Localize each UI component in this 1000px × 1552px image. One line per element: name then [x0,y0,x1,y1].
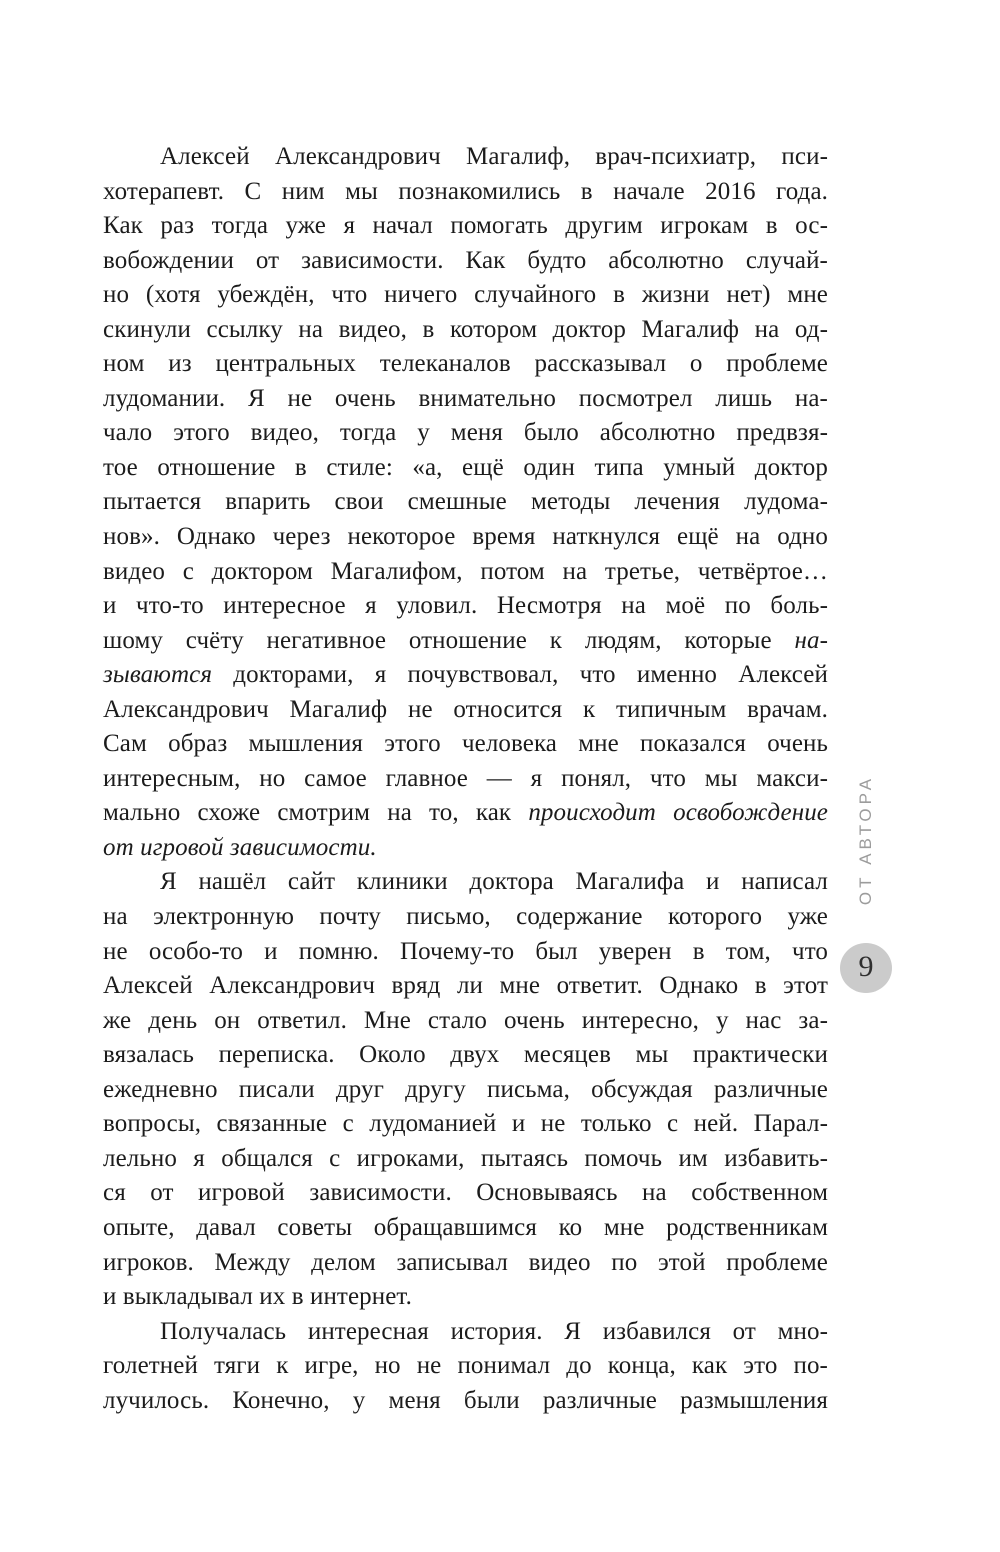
text-line: от игровой зависимости. [103,833,377,861]
text-line: голетней тяги к игре, но не понимал до конца, как это по- [103,1352,828,1380]
text-line: нов». Однако через некоторое время наткнулся ещё на одно [103,523,828,551]
text-line: и выкладывал их в интернет. [103,1283,412,1311]
text-line: Александрович Магалиф не относится к типичным врачам. [103,695,828,723]
text-line: тое отношение в стиле: «а, ещё один типа умный доктор [103,453,828,481]
text-line: Алексей Александрович Магалиф, врач-психиатр, пси- [160,143,828,170]
chapter-label: ОТ АВТОРА [856,774,875,906]
text-line: ном из центральных телеканалов рассказывал о проблеме [103,350,828,378]
text-line: чало этого видео, тогда у меня было абсолютно предвзя- [103,419,828,447]
page-number: 9 [858,950,874,983]
text-line: же день он ответил. Мне стало очень интересно, у нас за- [103,1006,828,1034]
text-line: зываются докторами, я почувствовал, что именно Алексей [103,661,828,689]
text-line: лельно я общался с игроками, пытаясь помочь им избавить- [103,1144,828,1172]
text-line: Получалась интересная история. Я избавился от мно- [160,1317,828,1345]
text-line: игроков. Между делом записывал видео по этой проблеме [103,1248,828,1276]
text-line: не особо-то и помню. Почему-то был уверен в том, что [103,937,828,965]
page-number-badge [840,943,892,993]
text-line: вопросы, связанные с лудоманией и не только с ней. Парал- [103,1110,828,1138]
text-line: ся от игровой зависимости. Основываясь на собственном [103,1179,828,1207]
text-line: шому счёту негативное отношение к людям, которые на- [103,626,828,654]
text-line: видео с доктором Магалифом, потом на третье, четвёртое… [103,557,828,585]
text-block [103,140,828,1418]
text-line: лучилось. Конечно, у меня были различные размышления [103,1386,828,1414]
text-line: скинули ссылку на видео, в котором доктор Магалиф на од- [103,315,828,343]
text-line: интересным, но самое главное — я понял, что мы макси- [103,764,828,792]
text-line: но (хотя убеждён, что ничего случайного в жизни нет) мне [103,281,828,309]
text-line: ежедневно писали друг другу письма, обсуждая различные [103,1075,828,1103]
text-line: Сам образ мышления этого человека мне показался очень [103,730,828,758]
text-line: вобождении от зависимости. Как будто абсолютно случай- [103,246,828,274]
text-line: пытается впарить свои смешные методы лечения лудома- [103,488,828,516]
text-line: Алексей Александрович вряд ли мне ответит. Однако в этот [103,972,828,1000]
text-line: Я нашёл сайт клиники доктора Магалифа и написал [160,868,828,896]
text-line: хотерапевт. С ним мы познакомились в начале 2016 года. [103,177,828,205]
text-line: Как раз тогда уже я начал помогать другим игрокам в ос- [103,212,828,240]
text-line: лудомании. Я не очень внимательно посмотрел лишь на- [103,384,828,412]
text-line: и что-то интересное я уловил. Несмотря на моё по боль- [103,592,828,620]
text-line: на электронную почту письмо, содержание которого уже [103,903,828,931]
text-line: вязалась переписка. Около двух месяцев мы практически [103,1041,828,1069]
text-line: опыте, давал советы обращавшимся ко мне родственникам [103,1213,828,1241]
text-line: мально схоже смотрим на то, как происходит освобождение [103,799,829,827]
